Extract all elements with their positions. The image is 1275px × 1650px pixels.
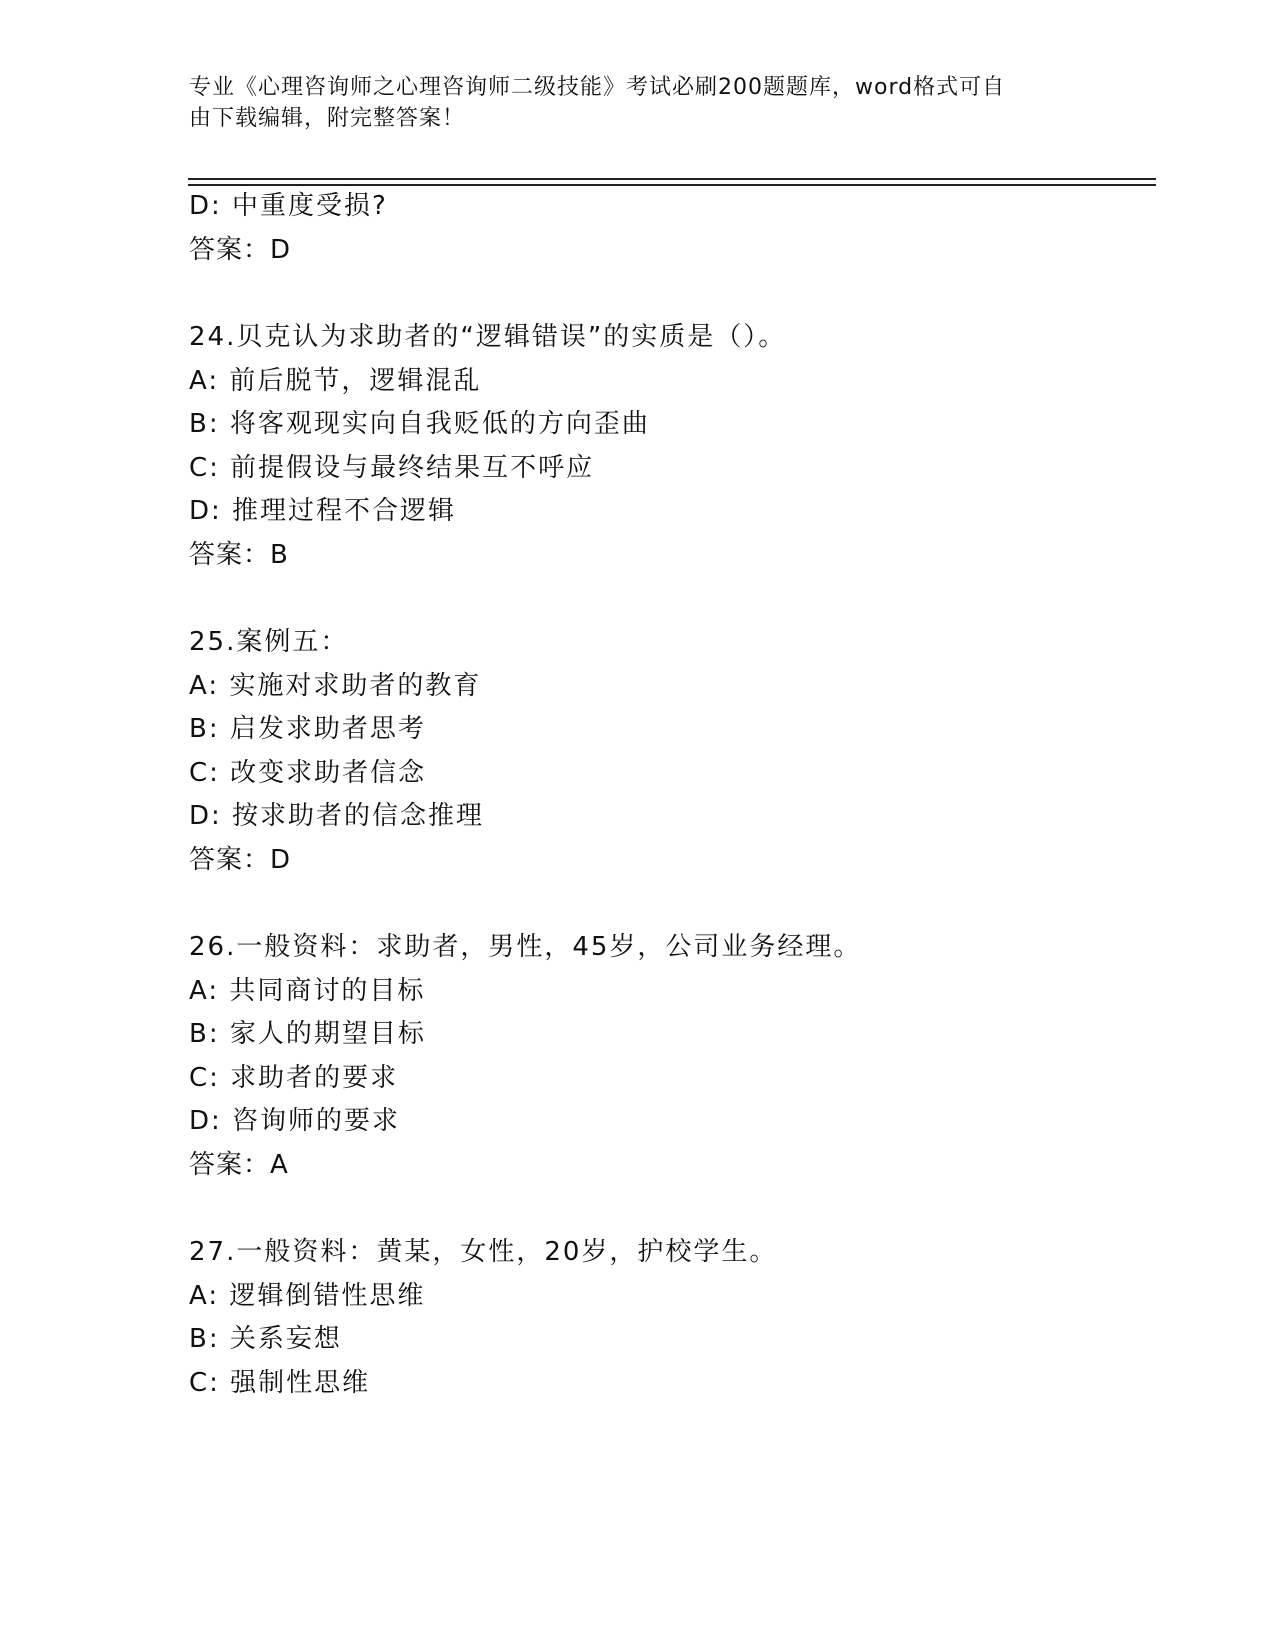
question-24-stem: 24.贝克认为求助者的“逻辑错误”的实质是（）。 bbox=[189, 322, 787, 352]
question-26-option-b: B: 家人的期望目标 bbox=[189, 1019, 426, 1049]
question-26-option-a: A: 共同商讨的目标 bbox=[189, 976, 426, 1006]
header-line-1: 专业《心理咨询师之心理咨询师二级技能》考试必刷200题题库，word格式可自 bbox=[189, 75, 1006, 100]
question-27-stem: 27.一般资料：黄某，女性，20岁，护校学生。 bbox=[189, 1237, 778, 1267]
document-header bbox=[189, 72, 1069, 134]
header-divider-bottom bbox=[188, 184, 1156, 186]
question-26-answer: 答案：A bbox=[189, 1150, 289, 1180]
header-line-2: 由下载编辑，附完整答案！ bbox=[189, 106, 466, 131]
question-25-answer: 答案：D bbox=[189, 845, 292, 875]
question-27-option-c: C: 强制性思维 bbox=[189, 1368, 371, 1398]
question-27-option-b: B: 关系妄想 bbox=[189, 1324, 342, 1354]
question-25-option-c: C: 改变求助者信念 bbox=[189, 758, 427, 788]
question-25-option-a: A: 实施对求助者的教育 bbox=[189, 671, 482, 701]
question-27-option-a: A: 逻辑倒错性思维 bbox=[189, 1281, 426, 1311]
question-26-stem: 26.一般资料：求助者，男性，45岁，公司业务经理。 bbox=[189, 932, 862, 962]
question-26-option-c: C: 求助者的要求 bbox=[189, 1063, 399, 1093]
question-25-option-b: B: 启发求助者思考 bbox=[189, 714, 426, 744]
question-24-answer: 答案：B bbox=[189, 540, 289, 570]
prev-answer: 答案：D bbox=[189, 235, 292, 265]
question-24-option-b: B: 将客观现实向自我贬低的方向歪曲 bbox=[189, 409, 650, 439]
question-25-option-d: D: 按求助者的信念推理 bbox=[189, 801, 485, 831]
question-24-option-c: C: 前提假设与最终结果互不呼应 bbox=[189, 453, 595, 483]
question-25-stem: 25.案例五： bbox=[189, 627, 349, 657]
header-divider-top bbox=[188, 178, 1156, 180]
question-24-option-a: A: 前后脱节，逻辑混乱 bbox=[189, 366, 482, 396]
prev-option-d: D: 中重度受损? bbox=[189, 191, 388, 221]
question-24-option-d: D: 推理过程不合逻辑 bbox=[189, 496, 457, 526]
question-26-option-d: D: 咨询师的要求 bbox=[189, 1106, 401, 1136]
